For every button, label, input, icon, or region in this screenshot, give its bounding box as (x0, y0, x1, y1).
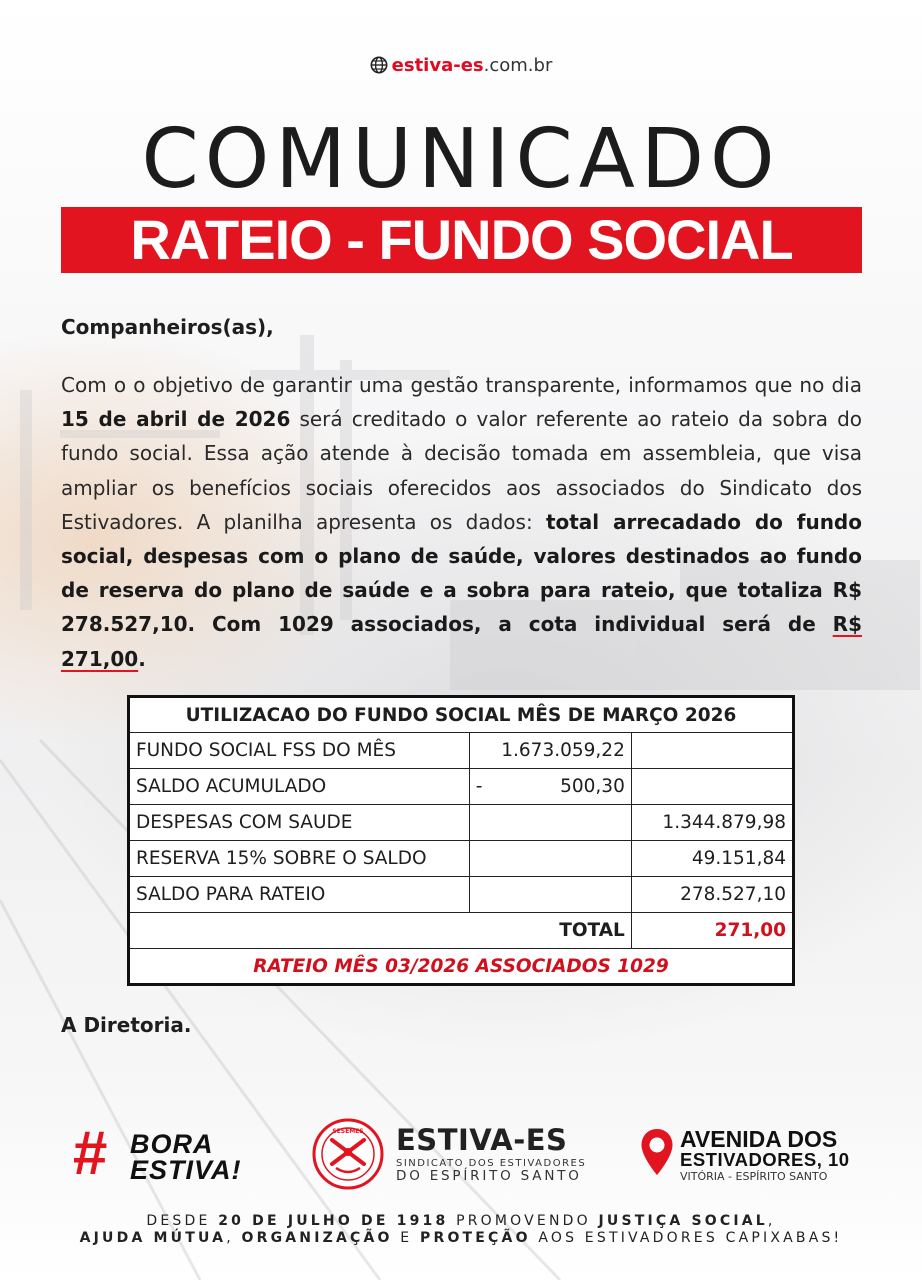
body-bold-text: total arrecadado do fundo social, despesas com o plano de saúde, valores destinados ao fundo de reserva do plano de saúde e a sobra para rateio, que totaliza R$ 278.527,10. Com 1029 associados, a cota individual será de (61, 509, 862, 637)
credit-date: 15 de abril de 2026 (61, 407, 291, 432)
table-total-row (129, 913, 794, 949)
location-pin-icon (640, 1128, 674, 1176)
table-row (129, 805, 794, 841)
hashtag-logo (72, 1119, 252, 1188)
body-text-2: será creditado o valor referente ao rateio da sobra do fundo social. Essa ação atende à decisão tomada em assembleia, que visa ampliar os benefícios sociais oferecidos aos associados do Sindicato dos Estivadores. A planilha apresenta os dados: (61, 407, 863, 534)
row-value-col3: 278.527,10 (631, 877, 793, 913)
footer-motto (0, 1213, 922, 1247)
row-value-col3 (631, 769, 793, 805)
table-row (129, 877, 794, 913)
motto-line1: DESDE 20 DE JULHO DE 1918 PROMOVENDO JUSTIÇA SOCIAL, (146, 1213, 776, 1229)
org-name: ESTIVA-ES (396, 1123, 568, 1157)
total-value: 271,00 (631, 913, 793, 949)
row-value-col3: 1.344.879,98 (631, 805, 793, 841)
table-header-row (129, 697, 794, 733)
title-banner: RATEIO - FUNDO SOCIAL (61, 207, 862, 273)
body-paragraph (61, 368, 862, 676)
hash-symbol: # (72, 1119, 107, 1188)
row-value-col2 (469, 877, 631, 913)
row-value-col2 (469, 805, 631, 841)
website-link[interactable] (0, 55, 922, 76)
row-value-col2 (469, 841, 631, 877)
hashtag-line2: ESTIVA! (130, 1155, 242, 1185)
globe-icon (370, 56, 388, 74)
row-label: DESPESAS COM SAUDE (129, 805, 470, 841)
row-label: RESERVA 15% SOBRE O SALDO (129, 841, 470, 877)
organization-name (396, 1124, 586, 1184)
row-value-col3: 49.151,84 (631, 841, 793, 877)
table-row (129, 841, 794, 877)
address-line1: AVENIDA DOS (680, 1126, 838, 1152)
body-end: . (138, 646, 146, 671)
org-sub2: DO ESPÍRITO SANTO (396, 1168, 582, 1184)
table-row (129, 769, 794, 805)
row-value-col2: 1.673.059,22 (469, 733, 631, 769)
seal-text: SESEMES (332, 1128, 364, 1135)
address-line3: VITÓRIA - ESPÍRITO SANTO (680, 1170, 828, 1183)
page-title: COMUNICADO (141, 112, 781, 207)
address-line2: ESTIVADORES, 10 (680, 1149, 850, 1170)
table-row (129, 733, 794, 769)
hashtag-line1: BORA (130, 1129, 214, 1159)
table-footer-row (129, 949, 794, 985)
union-seal-logo (312, 1118, 384, 1190)
row-label: SALDO PARA RATEIO (129, 877, 470, 913)
row-label: SALDO ACUMULADO (129, 769, 470, 805)
site-domain: .com.br (483, 55, 553, 76)
org-sub1: SINDICATO DOS ESTIVADORES (396, 1158, 587, 1169)
table-header: UTILIZACAO DO FUNDO SOCIAL MÊS DE MARÇO 2026 (129, 697, 794, 733)
greeting: Companheiros(as), (61, 315, 274, 339)
row-value-col3 (631, 733, 793, 769)
row-value-col2: - 500,30 (469, 769, 631, 805)
motto-line2: AJUDA MÚTUA, ORGANIZAÇÃO E PROTEÇÃO AOS ESTIVADORES CAPIXABAS! (79, 1230, 843, 1246)
signature: A Diretoria. (61, 1013, 192, 1037)
site-brand: estiva-es (391, 55, 484, 76)
row-label: FUNDO SOCIAL FSS DO MÊS (129, 733, 470, 769)
body-text-1: Com o o objetivo de garantir uma gestão transparente, informamos que no dia (61, 373, 862, 397)
fund-table (127, 695, 795, 986)
individual-amount: R$ 271,00 (61, 612, 862, 671)
table-footer: RATEIO MÊS 03/2026 ASSOCIADOS 1029 (129, 949, 794, 985)
total-label: TOTAL (129, 913, 632, 949)
